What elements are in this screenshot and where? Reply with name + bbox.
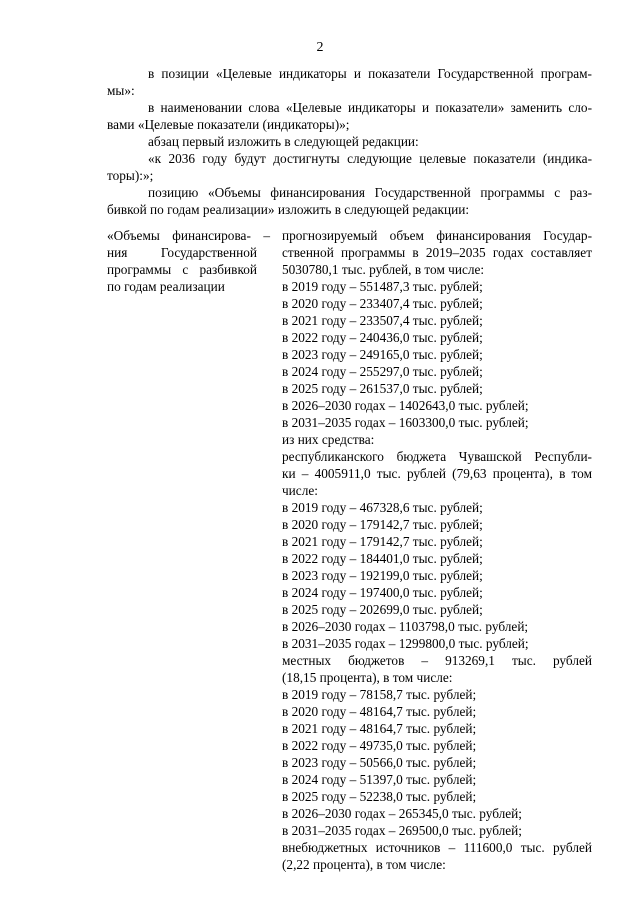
- intro-line: в позиции «Целевые индикаторы и показатели Государственной програм-: [148, 66, 592, 81]
- right-column-line: в 2026–2030 годах – 1402643,0 тыс. рублей;: [282, 398, 529, 413]
- right-column-line: в 2019 году – 78158,7 тыс. рублей;: [282, 687, 477, 702]
- right-column-line: в 2025 году – 261537,0 тыс. рублей;: [282, 381, 483, 396]
- right-column-line: в 2022 году – 49735,0 тыс. рублей;: [282, 738, 477, 753]
- left-column-line: программы с разбивкой: [107, 262, 257, 277]
- right-column-line: в 2022 году – 184401,0 тыс. рублей;: [282, 551, 483, 566]
- right-column-line: в 2020 году – 48164,7 тыс. рублей;: [282, 704, 477, 719]
- left-column-line: по годам реализации: [107, 279, 225, 294]
- intro-line: в наименовании слова «Целевые индикаторы и показатели» заменить сло-: [148, 100, 592, 115]
- right-column-line: в 2026–2030 годах – 265345,0 тыс. рублей;: [282, 806, 522, 821]
- intro-line: торы):»;: [107, 168, 154, 183]
- right-column-line: в 2031–2035 годах – 1299800,0 тыс. рублей;: [282, 636, 529, 651]
- right-column-line: в 2031–2035 годах – 1603300,0 тыс. рублей;: [282, 415, 529, 430]
- right-column-line: в 2031–2035 годах – 269500,0 тыс. рублей;: [282, 823, 522, 838]
- intro-line: позицию «Объемы финансирования Государственной программы с раз-: [148, 185, 592, 200]
- right-column-line: внебюджетных источников – 111600,0 тыс. рублей: [282, 840, 592, 855]
- page-number: 2: [316, 40, 324, 55]
- right-column-line: в 2023 году – 50566,0 тыс. рублей;: [282, 755, 477, 770]
- right-column-line: в 2020 году – 179142,7 тыс. рублей;: [282, 517, 483, 532]
- right-column-line: из них средства:: [282, 432, 375, 447]
- right-column-line: в 2024 году – 255297,0 тыс. рублей;: [282, 364, 483, 379]
- right-column-line: в 2021 году – 48164,7 тыс. рублей;: [282, 721, 477, 736]
- right-column-line: ственной программы в 2019–2035 годах составляет: [282, 245, 592, 260]
- right-column-line: местных бюджетов – 913269,1 тыс. рублей: [282, 653, 592, 668]
- right-column-line: в 2025 году – 202699,0 тыс. рублей;: [282, 602, 483, 617]
- right-column-line: прогнозируемый объем финансирования Государ-: [282, 228, 592, 243]
- intro-line: «к 2036 году будут достигнуты следующие целевые показатели (индика-: [148, 151, 592, 166]
- intro-line: мы»:: [107, 83, 135, 98]
- right-column-line: в 2021 году – 179142,7 тыс. рублей;: [282, 534, 483, 549]
- right-column-line: (2,22 процента), в том числе:: [282, 857, 446, 872]
- right-column-line: (18,15 процента), в том числе:: [282, 670, 453, 685]
- right-column-line: в 2021 году – 233507,4 тыс. рублей;: [282, 313, 483, 328]
- right-column-line: ки – 4005911,0 тыс. рублей (79,63 процента), в том: [282, 466, 592, 481]
- right-column-line: в 2026–2030 годах – 1103798,0 тыс. рублей;: [282, 619, 529, 634]
- right-column-line: числе:: [282, 483, 318, 498]
- right-column-line: в 2019 году – 551487,3 тыс. рублей;: [282, 279, 483, 294]
- right-column-line: в 2019 году – 467328,6 тыс. рублей;: [282, 500, 483, 515]
- right-column-line: в 2023 году – 249165,0 тыс. рублей;: [282, 347, 483, 362]
- intro-line: бивкой по годам реализации» изложить в следующей редакции:: [107, 202, 470, 217]
- right-column-line: республиканского бюджета Чувашской Республи-: [282, 449, 592, 464]
- right-column-line: в 2023 году – 192199,0 тыс. рублей;: [282, 568, 483, 583]
- right-column-line: 5030780,1 тыс. рублей, в том числе:: [282, 262, 485, 277]
- right-column-line: в 2024 году – 197400,0 тыс. рублей;: [282, 585, 483, 600]
- intro-line: абзац первый изложить в следующей редакции:: [148, 134, 419, 149]
- right-column-line: в 2022 году – 240436,0 тыс. рублей;: [282, 330, 483, 345]
- left-column-line: ния Государственной: [107, 245, 257, 260]
- left-column-line: «Объемы финансирова- –: [107, 228, 270, 243]
- right-column-line: в 2025 году – 52238,0 тыс. рублей;: [282, 789, 477, 804]
- right-column-line: в 2020 году – 233407,4 тыс. рублей;: [282, 296, 483, 311]
- right-column-line: в 2024 году – 51397,0 тыс. рублей;: [282, 772, 477, 787]
- intro-line: вами «Целевые показатели (индикаторы)»;: [107, 117, 350, 132]
